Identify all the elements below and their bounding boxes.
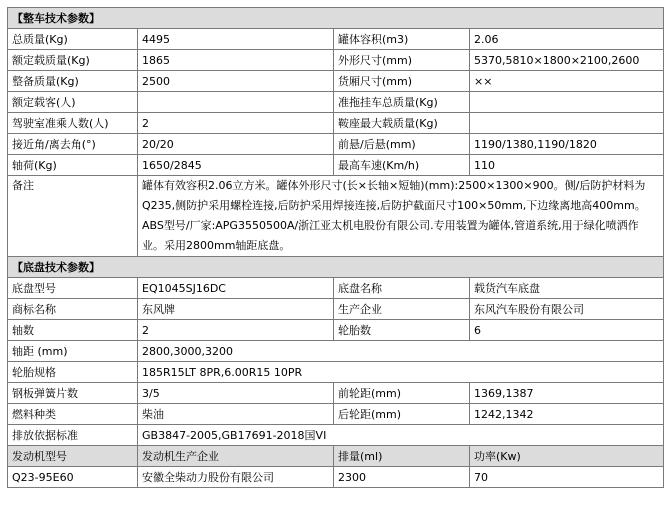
- spec-label: 外形尺寸(mm): [334, 50, 470, 71]
- spec-label: 燃料种类: [8, 404, 138, 425]
- spec-value: 1369,1387: [470, 383, 664, 404]
- spec-label: 商标名称: [8, 299, 138, 320]
- spec-label: 最高车速(Km/h): [334, 155, 470, 176]
- engine-cell: 2300: [334, 467, 470, 488]
- spec-label: 准拖挂车总质量(Kg): [334, 92, 470, 113]
- spec-label: 排放依据标准: [8, 425, 138, 446]
- spec-value: [470, 113, 664, 134]
- spec-value: 1242,1342: [470, 404, 664, 425]
- engine-row: [8, 467, 664, 488]
- engine-cell: 安徽全柴动力股份有限公司: [138, 467, 334, 488]
- spec-label: 鞍座最大载质量(Kg): [334, 113, 470, 134]
- engine-header-cell: 发动机型号: [8, 446, 138, 467]
- spec-label: 货厢尺寸(mm): [334, 71, 470, 92]
- spec-value: 东风汽车股份有限公司: [470, 299, 664, 320]
- engine-header-cell: 排量(ml): [334, 446, 470, 467]
- table-row: [8, 50, 664, 71]
- spec-value: 2: [138, 320, 334, 341]
- table-row: [8, 29, 664, 50]
- spec-value: 110: [470, 155, 664, 176]
- spec-label: 底盘型号: [8, 278, 138, 299]
- spec-label: 总质量(Kg): [8, 29, 138, 50]
- spec-value: 2: [138, 113, 334, 134]
- spec-value: 1650/2845: [138, 155, 334, 176]
- remark-text: 罐体有效容积2.06立方米。罐体外形尺寸(长×长轴×短轴)(mm):2500×1300×900。侧/后防护材料为Q235,侧防护采用螺栓连接,后防护采用焊接连接,后防护截面尺寸100×50mm,下边缘离地高400mm。ABS型号/厂家:APG3550500A/浙江亚太机电股份有限公司.专用装置为罐体,管道系统,用于绿化喷洒作业。采用2800mm轴距底盘。: [138, 176, 664, 257]
- spec-value: [138, 92, 334, 113]
- spec-label: 生产企业: [334, 299, 470, 320]
- spec-value: 载货汽车底盘: [470, 278, 664, 299]
- spec-label: 驾驶室准乘人数(人): [8, 113, 138, 134]
- chassis-section-title: 【底盘技术参数】: [8, 257, 664, 278]
- remark-label: 备注: [8, 176, 138, 257]
- spec-label: 额定载质量(Kg): [8, 50, 138, 71]
- spec-label: 底盘名称: [334, 278, 470, 299]
- table-row: [8, 134, 664, 155]
- engine-header-cell: 功率(Kw): [470, 446, 664, 467]
- spec-table: [7, 7, 664, 488]
- spec-sheet: [7, 7, 663, 488]
- spec-value: 2.06: [470, 29, 664, 50]
- spec-value: 1865: [138, 50, 334, 71]
- spec-label: 额定载客(人): [8, 92, 138, 113]
- engine-header-row: [8, 446, 664, 467]
- table-row: [8, 155, 664, 176]
- engine-cell: 70: [470, 467, 664, 488]
- table-row: [8, 425, 664, 446]
- spec-value: 东风牌: [138, 299, 334, 320]
- spec-value: ××: [470, 71, 664, 92]
- spec-value: 5370,5810×1800×2100,2600: [470, 50, 664, 71]
- spec-value: 4495: [138, 29, 334, 50]
- table-row: [8, 113, 664, 134]
- remark-row: [8, 176, 664, 257]
- spec-label: 轮胎规格: [8, 362, 138, 383]
- spec-value: EQ1045SJ16DC: [138, 278, 334, 299]
- spec-label: 后轮距(mm): [334, 404, 470, 425]
- spec-value: [470, 92, 664, 113]
- spec-label: 前悬/后悬(mm): [334, 134, 470, 155]
- spec-label: 轴距 (mm): [8, 341, 138, 362]
- chassis-section-header: [8, 257, 664, 278]
- spec-value: 6: [470, 320, 664, 341]
- spec-value: 1190/1380,1190/1820: [470, 134, 664, 155]
- spec-value: 20/20: [138, 134, 334, 155]
- spec-label: 轴荷(Kg): [8, 155, 138, 176]
- spec-label: 轴数: [8, 320, 138, 341]
- table-row: [8, 320, 664, 341]
- table-row: [8, 92, 664, 113]
- table-row: [8, 71, 664, 92]
- spec-label: 前轮距(mm): [334, 383, 470, 404]
- table-row: [8, 383, 664, 404]
- vehicle-section-title: 【整车技术参数】: [8, 8, 664, 29]
- spec-label: 罐体容积(m3): [334, 29, 470, 50]
- spec-label: 整备质量(Kg): [8, 71, 138, 92]
- table-row: [8, 362, 664, 383]
- vehicle-section-header: [8, 8, 664, 29]
- spec-value: 185R15LT 8PR,6.00R15 10PR: [138, 362, 664, 383]
- spec-value: 3/5: [138, 383, 334, 404]
- spec-value: 2500: [138, 71, 334, 92]
- spec-label: 接近角/离去角(°): [8, 134, 138, 155]
- engine-cell: Q23-95E60: [8, 467, 138, 488]
- spec-value: 2800,3000,3200: [138, 341, 664, 362]
- spec-label: 轮胎数: [334, 320, 470, 341]
- spec-value: GB3847-2005,GB17691-2018国VI: [138, 425, 664, 446]
- table-row: [8, 278, 664, 299]
- spec-value: 柴油: [138, 404, 334, 425]
- table-row: [8, 404, 664, 425]
- table-row: [8, 299, 664, 320]
- engine-header-cell: 发动机生产企业: [138, 446, 334, 467]
- table-row: [8, 341, 664, 362]
- spec-label: 钢板弹簧片数: [8, 383, 138, 404]
